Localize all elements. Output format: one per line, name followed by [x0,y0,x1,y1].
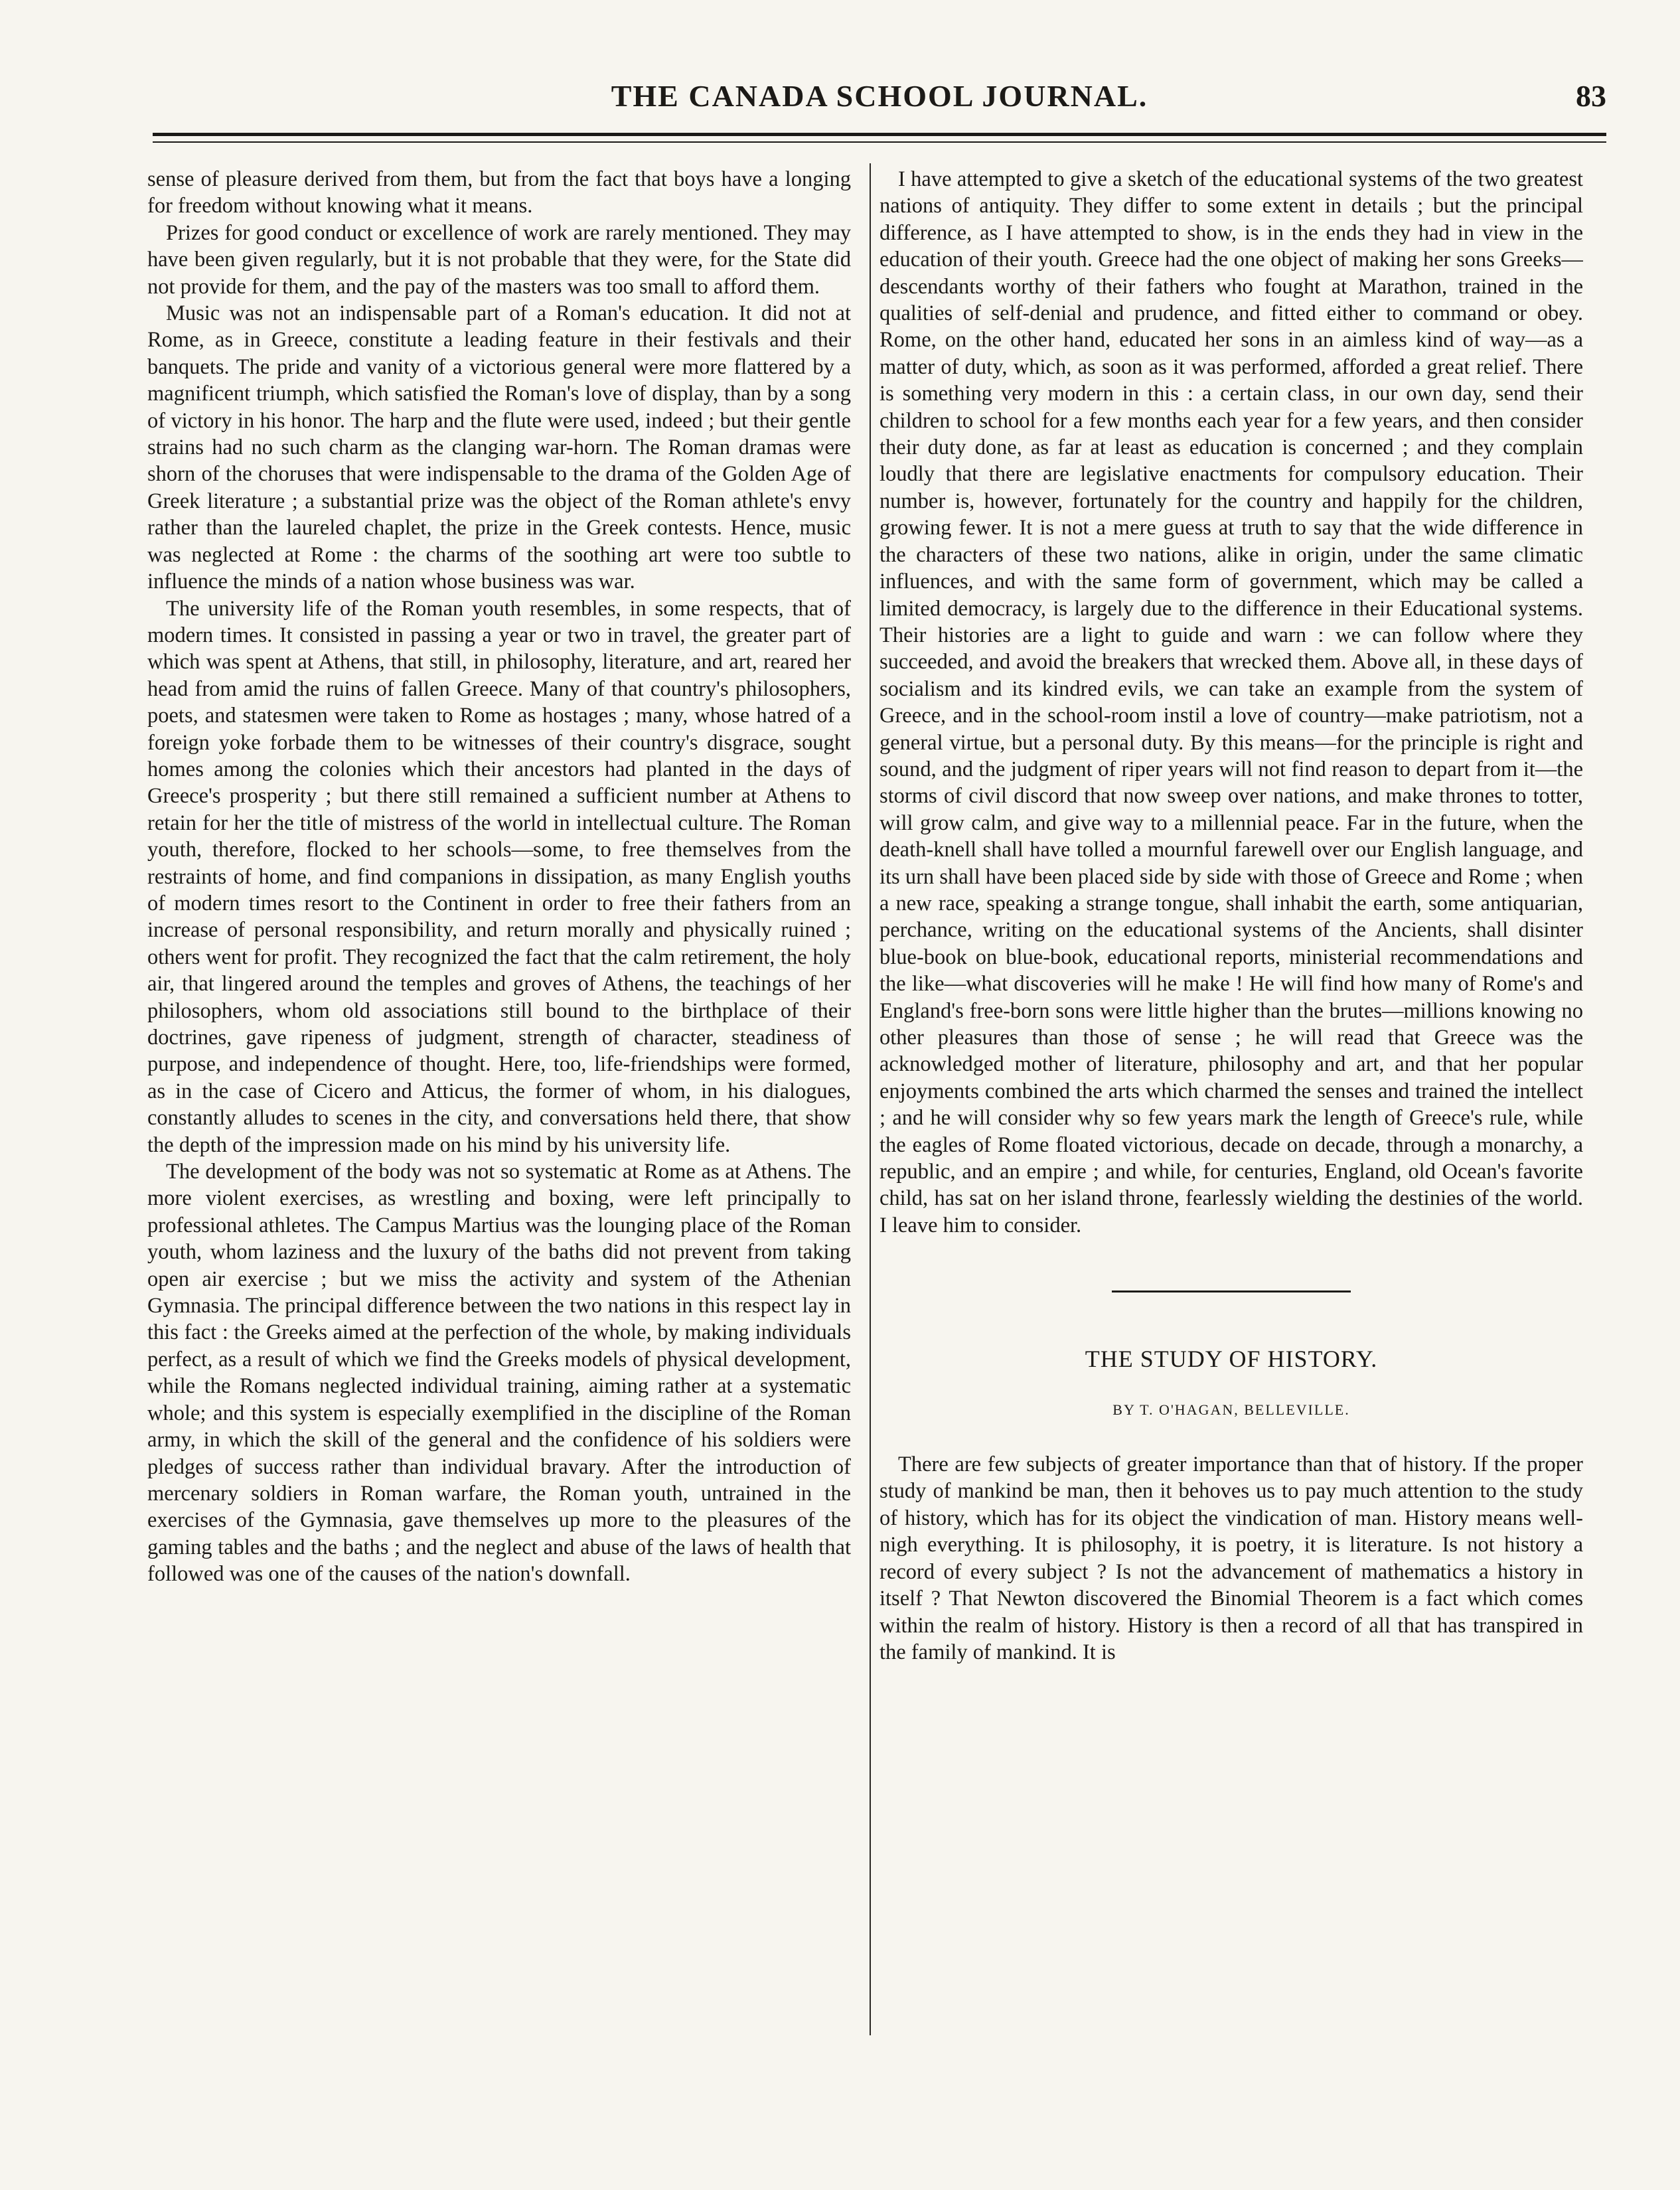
left-paragraph-5: The development of the body was not so systematic at Rome as at Athens. The more violent exercises, as wrestling and boxing, were left principally to professional athletes. The Campus Martius was the lounging place of the Roman youth, whom laziness and the luxury of the baths did not prevent from taking open air exercise ; but we miss the activity and system of the Athenian Gymnasia. The principal difference between the two nations in this respect lay in this fact : the Greeks aimed at the perfection of the whole, by making individuals perfect, as a result of which we find the Greeks models of physical development, while the Romans neglected individual training, aiming rather at a systematic whole; and this system is especially exemplified in the discipline of the Roman army, in which the skill of the general and the confidence of his soldiers were pledges of success rather than individual bravary. After the introduction of mercenary soldiers in Roman warfare, the Roman youth, untrained in the exercises of the Gymnasia, gave themselves up more to the pleasures of the gaming tables and the baths ; and the neglect and abuse of the laws of health that followed was one of the causes of the nation's downfall. [147,1160,851,1587]
right-paragraph-1: I have attempted to give a sketch of the educational systems of the two greatest nations of antiquity. They differ to some extent in details ; but the principal difference, as I have attempted to show, is in the ends they had in view in the education of their youth. Greece had the one object of making her sons Greeks—descendants worthy of their fathers who fought at Marathon, trained in the qualities of self-denial and prudence, and fitted either to command or obey. Rome, on the other hand, educated her sons in an aimless kind of way—as a matter of duty, which, as soon as it was performed, afforded a great relief. There is something very modern in this : a certain class, in our own day, send their children to school for a few months each year for a few years, and then consider their duty done, as far at least as education is concerned ; and they complain loudly that there are legislative enactments for compulsory education. Their number is, however, fortunately for the country and happily for the children, growing fewer. It is not a mere guess at truth to say that the wide difference in the characters of these two nations, alike in origin, under the same climatic influences, and with the same form of government, which may be called a limited democracy, is largely due to the difference in their Educational systems. Their histories are a light to guide and warn : we can follow where they succeeded, and avoid the breakers that wrecked them. Above all, in these days of socialism and its kindred evils, we can take an example from the system of Greece, and in the school-room instil a love of country—make patriotism, not a general virtue, but a personal duty. By this means—for the principle is right and sound, and the judgment of riper years will not find reason to depart from it—the storms of civil discord that now sweep over nations, and make thrones to totter, will grow calm, and give way to a millennial peace. Far in the future, when the death-knell shall have tolled a mournful farewell over our English language, and its urn shall have been placed side by side with those of Greece and Rome ; when a new race, speaking a strange tongue, shall inhabit the earth, some antiquarian, perchance, writing on the educational systems of the Ancients, shall disinter blue-book on blue-book, educational reports, ministerial recommendations and the like—what discoveries will he make ! He will find how many of Rome's and England's free-born sons were little higher than the brutes—millions knowing no other pleasures than those of sense ; he will read that Greece was the acknowledged mother of literature, philosophy and art, and that her popular enjoyments combined the arts which charmed the senses and trained the intellect ; and he will consider why so few years mark the length of Greece's rule, while the eagles of Rome floated victorious, decade on decade, through a monarchy, a republic, and an empire ; and while, for centuries, England, old Ocean's favorite child, has sat on her island throne, fearlessly wielding the destinies of the world. I leave him to consider. [879,167,1583,1237]
left-paragraph-4: The university life of the Roman youth resembles, in some respects, that of modern times. It consisted in passing a year or two in travel, the greater part of which was spent at Athens, that still, in philosophy, literature, and art, reared her head from amid the ruins of fallen Greece. Many of that country's philosophers, poets, and statesmen were taken to Rome as hostages ; many, whose hatred of a foreign yoke forbade them to be witnesses of their country's disgrace, sought homes among the colonies which their ancestors had planted in the days of Greece's prosperity ; but there still remained a sufficient number at Athens to retain for her the title of mistress of the world in intellectual culture. The Roman youth, therefore, flocked to her schools—some, to free themselves from the restraints of home, and find companions in dissipation, as many English youths of modern times resort to the Continent in order to free their fathers from an increase of personal responsibility, and return morally and physically ruined ; others went for profit. They recognized the fact that the calm retirement, the holy air, that lingered around the temples and groves of Athens, the teachings of her philosophers, whom old associations still bound to the birthplace of their doctrines, gave ripeness of judgment, strength of character, steadiness of purpose, and independence of thought. Here, too, life-friendships were formed, as in the case of Cicero and Atticus, the former of whom, in his dialogues, constantly alludes to scenes in the city, and conversations held there, that show the depth of the impression made on his mind by his university life. [147,596,851,1157]
section-paragraph-1: There are few subjects of greater importance than that of history. If the proper study of mankind be man, then it behoves us to pay much attention to the study of history, which has for its object the vindication of man. History means well-nigh everything. It is philosophy, it is poetry, it is literature. Is not history a record of every subject ? Is not the advancement of mathematics a history in itself ? That Newton discovered the Binomial Theorem is a fact which comes within the realm of history. History is then a record of all that has transpired in the family of mankind. It is [879,1452,1583,1664]
journal-title: THE CANADA SCHOOL JOURNAL. [611,79,1148,113]
column-divider [870,163,871,2035]
right-column [879,166,1583,2091]
header-rule-thin [153,141,1606,143]
section-byline: BY T. O'HAGAN, BELLEVILLE. [1112,1401,1350,1418]
left-paragraph-1: sense of pleasure derived from them, but from the fact that boys have a longing for freedom without knowing what it means. [147,167,851,218]
section-separator [1112,1291,1351,1292]
left-column [147,166,851,2091]
left-paragraph-2: Prizes for good conduct or excellence of work are rarely mentioned. They may have been given regularly, but it is not probable that they were, for the State did not provide for them, and the pay of the masters was too small to afford them. [147,220,851,299]
page-number: 83 [1576,79,1606,113]
section-title: THE STUDY OF HISTORY. [1085,1346,1378,1373]
left-paragraph-3: Music was not an indispensable part of a Roman's education. It did not at Rome, as in Greece, constitute a leading feature in their festivals and their banquets. The pride and vanity of a victorious general were more flattered by a magnificent triumph, which satisfied the Roman's love of display, than by a song of victory in his honor. The harp and the flute were used, indeed ; but their gentle strains had no such charm as the clanging war-horn. The Roman dramas were shorn of the choruses that were indispensable to the drama of the Golden Age of Greek literature ; a substantial prize was the object of the Roman athlete's envy rather than the laureled chaplet, the prize in the Greek contests. Hence, music was neglected at Rome : the charms of the soothing art were too subtle to influence the minds of a nation whose business was war. [147,301,851,594]
page-header [153,78,1606,125]
header-rule-thick [153,133,1606,136]
